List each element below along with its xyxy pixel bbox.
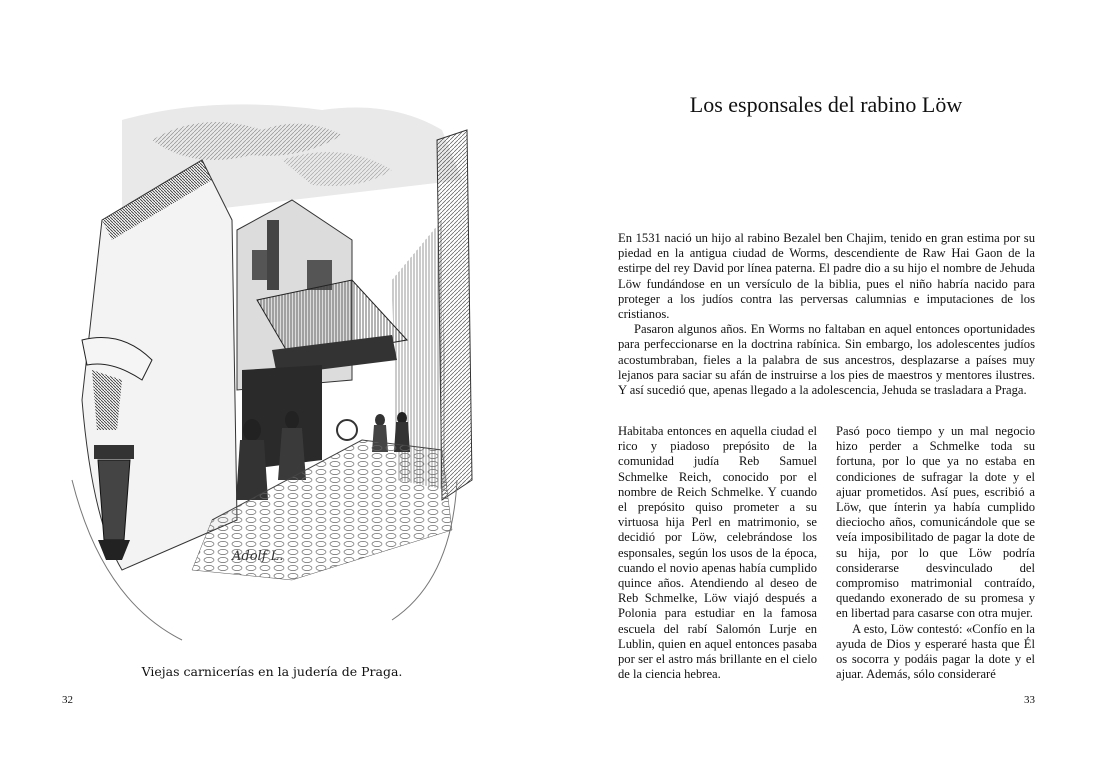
- text-column-1: [618, 424, 817, 682]
- lead-text-block: [618, 231, 1035, 398]
- butcher-shops-engraving: [62, 100, 482, 660]
- page-number-left: 32: [62, 694, 73, 706]
- artist-signature: Adolf L.: [232, 549, 284, 564]
- chapter-title: Los esponsales del rabino Löw: [689, 92, 963, 117]
- paragraph: Pasó poco tiempo y un mal negocio hizo perder a Schmelke toda su fortuna, por lo que ya no estaba en condiciones de sufragar la dote y el ajuar prometidos. Así pues, escribió a Löw, que ínterin ya había cumplido dieciocho años, comunicándole que se veía imposibilitado de pagar la dote de su hija, por lo que Löw podría considerarse desvinculado del compromiso matrimonial contraído, quedando exonerado de su promesa y en libertad para casarse con otra mujer.: [836, 424, 1035, 621]
- text-column-2: [836, 424, 1035, 682]
- paragraph: A esto, Löw contestó: «Confío en la ayuda de Dios y esperaré hasta que Él os socorra y podáis pagar la dote y el ajuar. Además, sólo consideraré: [836, 621, 1035, 682]
- engraving-illustration: [62, 100, 482, 660]
- paragraph: Habitaba entonces en aquella ciudad el rico y piadoso prepósito de la comunidad judía Reb Samuel Schmelke Reich, conocido por el nombre de Reich Schmelke. Y cuando el prepósito quiso prometer a su virtuosa hija Perl en matrimonio, se decidió por Löw, celebrándose los esponsales, según los usos de la época, cuando el novio apenas había cumplido quince años. Atendiendo al deseo de Reb Schmelke, Löw viajó después a Polonia para estudiar en la famosa escuela del rabí Salomón Lurje en Lublin, quien en aquel entonces pasaba por ser el astro más brillante en el cielo de la ciencia hebrea.: [618, 424, 817, 682]
- figure-caption: Viejas carnicerías en la judería de Praga.: [141, 664, 403, 679]
- paragraph: Pasaron algunos años. En Worms no faltaban en aquel entonces oportunidades para perfeccionarse en la doctrina rabínica. Sin embargo, los adolescentes judíos acostumbraban, fieles a la palabra de sus ancestros, desplazarse a países muy lejanos para saciar su afán de instruirse a los pies de maestros y mentores ilustres. Y así sucedió que, apenas llegado a la adolescencia, Jehuda se trasladara a Praga.: [618, 322, 1035, 398]
- page-number-right: 33: [1024, 694, 1035, 706]
- paragraph: En 1531 nació un hijo al rabino Bezalel ben Chajim, tenido en gran estima por su piedad en la antigua ciudad de Worms, descendiente de Raw Hai Gaon de la estirpe del rey David por línea paterna. El padre dio a su hijo el nombre de Jehuda Löw fundándose en un versículo de la biblia, pues el niño habría nacido para proteger a los judíos contra las perversas calumnias e imputaciones de los cristianos.: [618, 231, 1035, 322]
